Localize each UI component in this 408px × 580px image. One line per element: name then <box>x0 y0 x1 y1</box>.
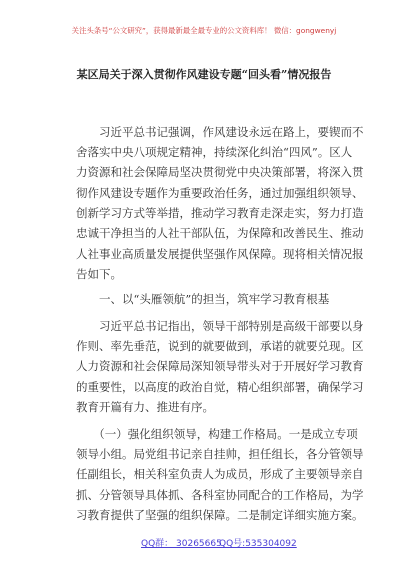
body-line: 抓、分管领导具体抓、各科室协同配合的工作格局，为学 <box>76 488 364 502</box>
body-line: 习近平总书记指出，领导干部特别是高级干部要以身 <box>76 319 364 333</box>
body-line: 力资源和社会保障局坚决贯彻党中央决策部署，将深入贯 <box>76 165 364 179</box>
body-line: 作则、率先垂范，说到的就要做到，承诺的就要兑现。区 <box>76 339 364 353</box>
section-heading: 一、以“头雁领航”的担当，筑牢学习教育根基 <box>76 292 330 306</box>
body-line: 领导小组。局党组书记亲自挂帅，担任组长，各分管领导 <box>76 447 364 461</box>
document-title: 某区局关于深入贯彻作风建设专题“回头看”情况报告 <box>76 68 332 81</box>
body-line: 任副组长，相关科室负责人为成员，形成了主要领导亲自 <box>76 467 364 481</box>
body-line: 的重要性，以高度的政治自觉，精心组织部署，确保学习 <box>76 380 364 394</box>
header-banner: 关注头条号“公文研究”，获得最新最全最专业的公文资料库！ 微信：gongwenyj <box>71 26 337 35</box>
qq-group-link[interactable]: QQ群： 30265665 <box>141 539 222 549</box>
body-line: 人社事业高质量发展提供坚强作风保障。现将相关情况报 <box>76 247 364 261</box>
body-line: 告如下。 <box>76 267 122 281</box>
body-line: 教育开篇有力、推进有序。 <box>76 400 214 414</box>
body-line: 习教育提供了坚强的组织保障。二是制定详细实施方案。 <box>76 508 364 522</box>
body-line: 习近平总书记强调，作风建设永远在路上，要锲而不 <box>76 125 364 139</box>
body-line: （一）强化组织领导，构建工作格局。一是成立专项 <box>76 427 358 441</box>
body-line: 舍落实中央八项规定精神，持续深化纠治“四风”。区人 <box>76 145 353 159</box>
qq-number-link[interactable]: QQ号:535304092 <box>219 539 297 549</box>
body-line: 彻作风建设专题作为重要政治任务，通过加强组织领导、 <box>76 186 364 200</box>
body-line: 人力资源和社会保障局深知领导带头对于开展好学习教育 <box>76 359 364 373</box>
body-line: 忠诚干净担当的人社干部队伍，为保障和改善民生、推动 <box>76 226 364 240</box>
body-line: 创新学习方式等举措，推动学习教育走深走实，努力打造 <box>76 206 364 220</box>
